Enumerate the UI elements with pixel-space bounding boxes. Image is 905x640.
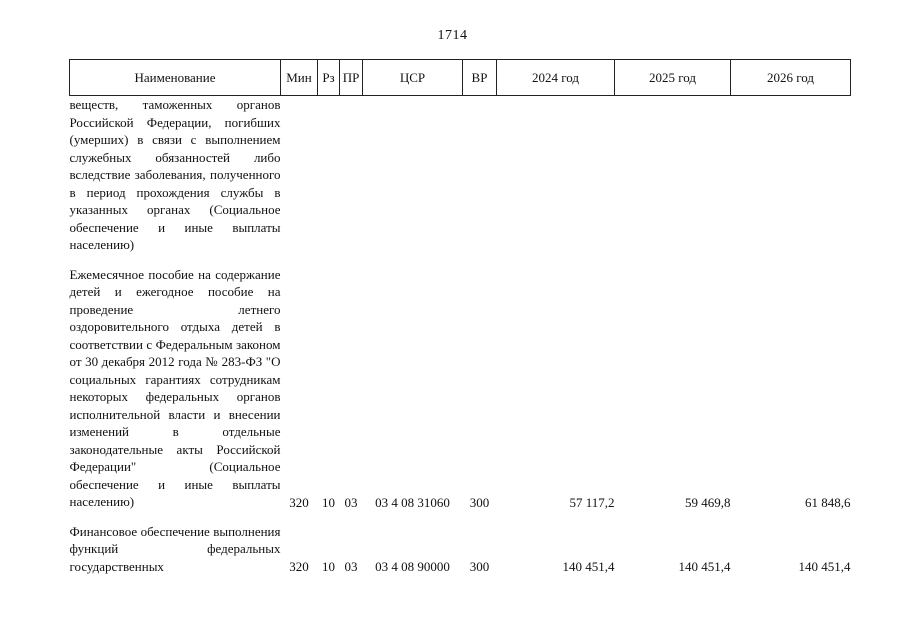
row-vr: 300 bbox=[469, 559, 490, 574]
row-min: 320 bbox=[289, 559, 309, 574]
row-vr: 300 bbox=[469, 494, 490, 510]
row-rz: 10 bbox=[322, 494, 335, 510]
row-csr: 03 4 08 90000 bbox=[375, 559, 450, 574]
row-csr: 03 4 08 31060 bbox=[375, 494, 450, 510]
row-spacer bbox=[70, 254, 851, 266]
row-pr: 03 bbox=[344, 559, 358, 574]
table-row bbox=[70, 523, 851, 576]
column-header-rz: Рз bbox=[318, 60, 340, 96]
table-row bbox=[70, 266, 851, 511]
row-rz bbox=[318, 96, 340, 254]
row-name-cell bbox=[70, 96, 281, 254]
row-pr: 03 bbox=[344, 494, 358, 510]
table-row bbox=[70, 96, 851, 254]
column-header-csr: ЦСР bbox=[363, 60, 463, 96]
row-name: Финансовое обеспечение выполнения функций федеральных государственных bbox=[69, 523, 281, 574]
column-header-pr: ПР bbox=[340, 60, 363, 96]
row-amount-2024: 57 117,2 bbox=[569, 494, 615, 510]
column-header-2025: 2025 год bbox=[615, 60, 731, 96]
row-amount-2024 bbox=[497, 96, 615, 254]
row-min bbox=[281, 96, 318, 254]
row-amount-2026: 61 848,6 bbox=[805, 494, 851, 510]
row-name-cell bbox=[70, 266, 281, 511]
column-header-2024: 2024 год bbox=[497, 60, 615, 96]
row-amount-2025: 59 469,8 bbox=[685, 494, 731, 510]
row-pr bbox=[340, 96, 363, 254]
row-name: Ежемесячное пособие на содержание детей и ежегодное пособие на проведение летнего оздоровительного отдыха детей в соответствии с Федеральным законом от 30 декабря 2012 года № 283-ФЗ "О социальных гарантиях сотрудникам некоторых федеральных органов исполнительной власти и внесении изменений в отдельные законодательные акты Российской Федерации" (Социальное обеспечение и иные выплаты населению) bbox=[69, 266, 281, 509]
row-amount-2025: 140 451,4 bbox=[678, 559, 731, 574]
row-amount-2026: 140 451,4 bbox=[798, 559, 851, 574]
row-amount-2025 bbox=[615, 96, 731, 254]
row-vr bbox=[463, 96, 497, 254]
column-header-min: Мин bbox=[281, 60, 318, 96]
column-header-2026: 2026 год bbox=[731, 60, 851, 96]
column-header-vr: ВР bbox=[463, 60, 497, 96]
row-csr bbox=[363, 96, 463, 254]
table-header-row bbox=[70, 60, 851, 96]
row-name-cell bbox=[70, 523, 281, 576]
row-rz: 10 bbox=[322, 559, 335, 574]
page-number: 1714 bbox=[437, 28, 468, 43]
budget-table bbox=[69, 59, 851, 575]
row-name: веществ, таможенных органов Российской Федерации, погибших (умерших) в связи с выполнением служебных обязанностей либо вследствие заболевания, полученного в период прохождения службы в указанных органах (Социальное обеспечение и иные выплаты населению) bbox=[69, 97, 281, 252]
column-header-name: Наименование bbox=[70, 60, 281, 96]
row-amount-2024: 140 451,4 bbox=[562, 559, 615, 574]
row-spacer bbox=[70, 511, 851, 523]
row-min: 320 bbox=[289, 494, 309, 510]
row-amount-2026 bbox=[731, 96, 851, 254]
